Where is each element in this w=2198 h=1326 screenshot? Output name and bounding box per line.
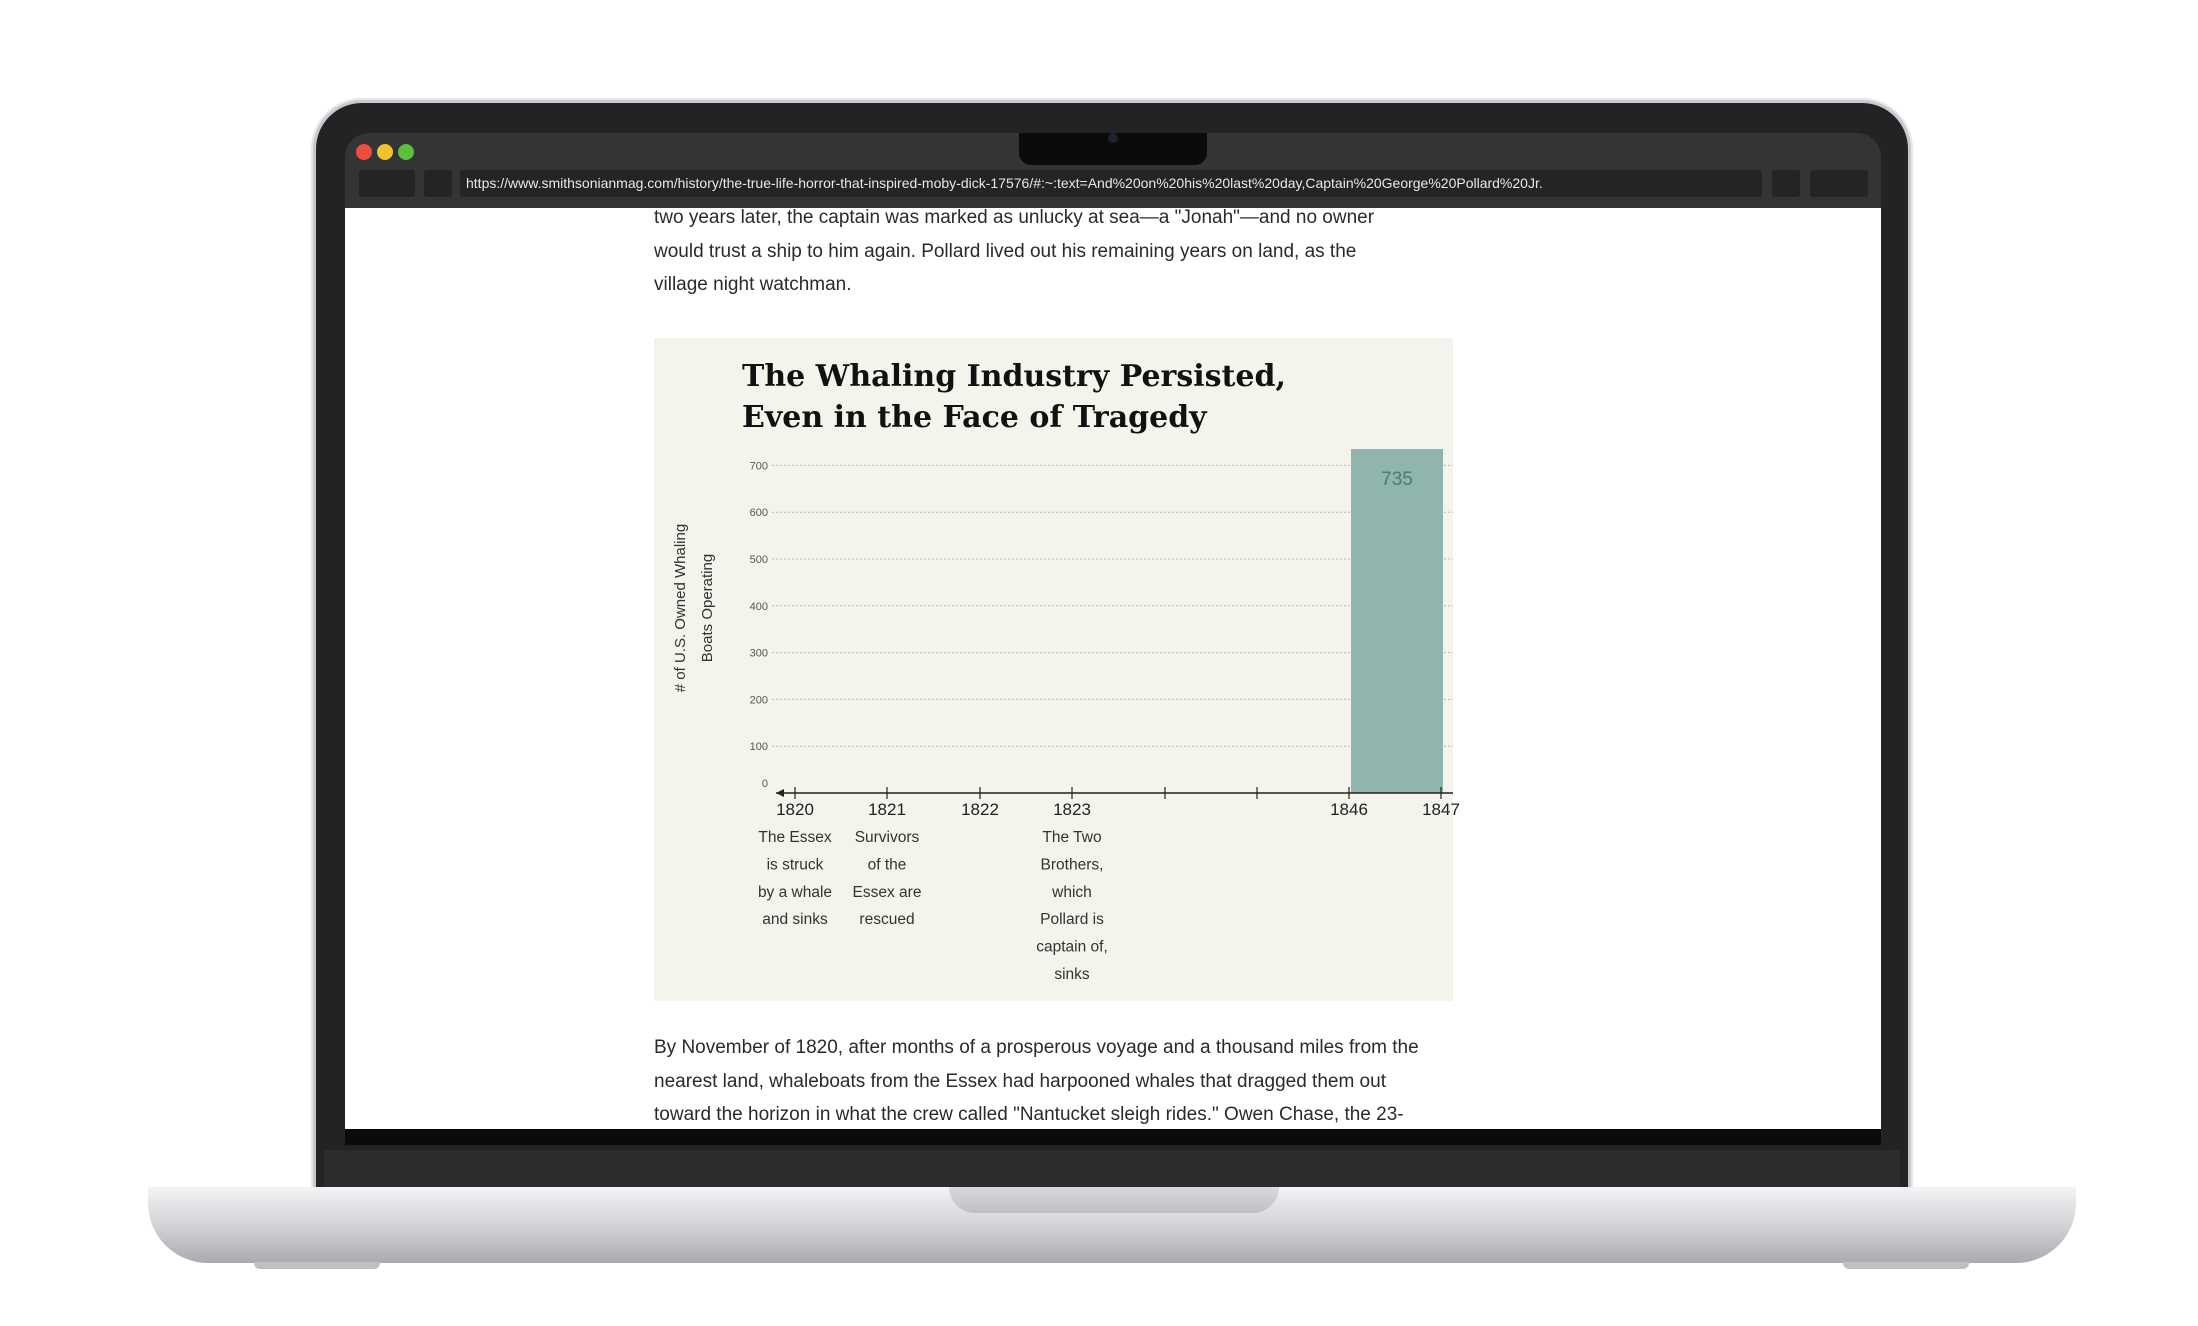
event-annotation-line: rescued: [859, 911, 915, 929]
event-annotation-line: Survivors: [854, 829, 920, 846]
x-tick-label: 1821: [868, 800, 906, 819]
chart-title: The Whaling Industry Persisted, Even in the Face of Tragedy: [742, 359, 1286, 435]
event-annotation-line: by a whale: [757, 883, 833, 901]
web-page: [345, 208, 1881, 1129]
y-tick-label: 0: [761, 778, 768, 790]
x-tick-label: 1847: [1422, 800, 1460, 819]
menu-button[interactable]: [1810, 170, 1868, 197]
event-annotation-line: Brothers,: [1040, 856, 1104, 874]
laptop-chin: [324, 1150, 1900, 1190]
laptop-foot-right: [1843, 1262, 1969, 1269]
chart-figure: [654, 338, 1460, 1001]
event-annotation-line: The Essex: [758, 829, 832, 846]
x-axis-arrow-icon: [776, 789, 784, 797]
event-annotation-line: Pollard is: [1040, 911, 1104, 929]
bar-chart: [654, 338, 1460, 1001]
chart-bar: [1351, 449, 1443, 793]
y-tick-label: 400: [749, 600, 768, 613]
event-annotation-line: captain of,: [1036, 938, 1108, 956]
y-tick-label: 200: [749, 694, 768, 707]
event-annotation-line: sinks: [1054, 966, 1090, 983]
laptop-opening-notch: [949, 1187, 1279, 1213]
x-tick-label: 1820: [776, 800, 814, 819]
article-paragraph-bottom: [654, 1031, 1419, 1132]
paragraph-line: nearest land, whaleboats from the Essex had harpooned whales that dragged them out: [654, 1070, 1386, 1092]
extensions-button[interactable]: [1772, 170, 1800, 197]
minimize-window-icon[interactable]: [377, 144, 393, 160]
event-annotation-line: which: [1052, 883, 1092, 901]
reload-button[interactable]: [424, 170, 452, 197]
x-tick-label: 1823: [1053, 800, 1091, 819]
close-window-icon[interactable]: [356, 144, 372, 160]
y-axis-label: # of U.S. Owned Whaling Boats Operating: [672, 523, 716, 693]
event-annotation-line: and sinks: [762, 911, 828, 929]
laptop-foot-left: [254, 1262, 380, 1269]
paragraph-line: would trust a ship to him again. Pollard lived out his remaining years on land, as the: [654, 240, 1357, 262]
y-tick-label: 700: [749, 460, 768, 473]
camera-icon: [1108, 133, 1118, 143]
event-annotation-line: is struck: [766, 856, 824, 874]
y-tick-label: 600: [749, 507, 768, 520]
paragraph-line: toward the horizon in what the crew called "Nantucket sleigh rides." Owen Chase, the 23-: [654, 1104, 1404, 1125]
x-tick-label: 1822: [961, 800, 999, 819]
paragraph-line: By November of 1820, after months of a prosperous voyage and a thousand miles from the: [654, 1037, 1419, 1058]
back-forward-button[interactable]: [359, 170, 415, 197]
paragraph-line: village night watchman.: [654, 274, 852, 295]
y-tick-label: 300: [749, 647, 768, 660]
maximize-window-icon[interactable]: [398, 144, 414, 160]
article-paragraph-top: [654, 201, 1374, 302]
y-tick-label: 500: [749, 554, 768, 566]
bar-value-label: 735: [1381, 469, 1413, 491]
event-annotation-line: Essex are: [852, 883, 922, 901]
y-tick-label: 100: [749, 741, 768, 754]
paragraph-line: two years later, the captain was marked as unlucky at sea—a "Jonah"—and no owner: [654, 207, 1375, 228]
event-annotation-line: The Two: [1042, 829, 1102, 846]
x-tick-label: 1846: [1330, 800, 1368, 819]
address-bar[interactable]: https://www.smithsonianmag.com/history/the-true-life-horror-that-inspired-moby-dick-17576/#:~:text=And%20on%20his%20last%20day,Captain%20George%20Pollard%20Jr.: [460, 170, 1762, 197]
event-annotation-line: of the: [867, 856, 907, 874]
